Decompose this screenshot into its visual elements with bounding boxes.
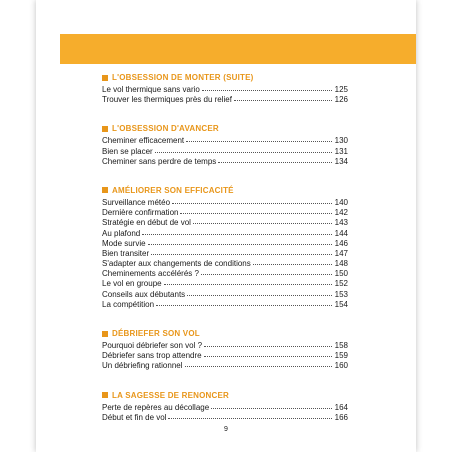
toc-entry[interactable] xyxy=(102,218,348,228)
dot-leader xyxy=(156,305,332,306)
dot-leader xyxy=(253,264,332,265)
entry-page: 152 xyxy=(334,279,348,289)
entry-page: 159 xyxy=(334,351,348,361)
dot-leader xyxy=(204,356,332,357)
dot-leader xyxy=(148,244,332,245)
entry-page: 154 xyxy=(334,299,348,309)
dot-leader xyxy=(185,366,333,367)
entry-label: Au plafond xyxy=(102,228,141,238)
entry-page: 164 xyxy=(334,402,348,412)
entry-label: La compétition xyxy=(102,299,155,309)
entry-page: 153 xyxy=(334,289,348,299)
dot-leader xyxy=(186,141,332,142)
entry-page: 131 xyxy=(334,146,348,156)
toc-entry[interactable] xyxy=(102,157,348,167)
toc-section xyxy=(102,72,348,105)
section-title: AMÉLIORER SON EFFICACITÉ xyxy=(102,185,348,196)
toc-entry[interactable] xyxy=(102,208,348,218)
dot-leader xyxy=(151,254,332,255)
toc-entry[interactable] xyxy=(102,403,348,413)
header-banner xyxy=(60,34,416,64)
entry-page: 134 xyxy=(334,156,348,166)
toc-section xyxy=(102,185,348,310)
entry-page: 146 xyxy=(334,238,348,248)
entry-label: Dernière confirmation xyxy=(102,208,179,218)
toc-entry[interactable] xyxy=(102,290,348,300)
table-of-contents xyxy=(102,72,348,441)
dot-leader xyxy=(211,408,332,409)
entry-page: 160 xyxy=(334,361,348,371)
toc-entry[interactable] xyxy=(102,259,348,269)
entry-label: Début et fin de vol xyxy=(102,412,167,422)
entry-label: Débriefer sans trop attendre xyxy=(102,351,202,361)
entry-label: Cheminer efficacement xyxy=(102,136,185,146)
dot-leader xyxy=(218,162,332,163)
dot-leader xyxy=(164,284,332,285)
entry-label: Le vol en groupe xyxy=(102,279,162,289)
toc-entry[interactable] xyxy=(102,147,348,157)
toc-entry[interactable] xyxy=(102,279,348,289)
section-title: DÉBRIEFER SON VOL xyxy=(102,328,348,339)
toc-entry[interactable] xyxy=(102,361,348,371)
entry-label: Bien se placer xyxy=(102,146,153,156)
entry-page: 130 xyxy=(334,136,348,146)
entry-page: 140 xyxy=(334,197,348,207)
toc-section xyxy=(102,390,348,423)
square-bullet-icon xyxy=(102,187,108,193)
entry-label: Stratégie en début de vol xyxy=(102,218,191,228)
entry-label: Trouver les thermiques près du relief xyxy=(102,95,232,105)
entry-page: 126 xyxy=(334,95,348,105)
toc-entry[interactable] xyxy=(102,95,348,105)
entry-label: Cheminer sans perdre de temps xyxy=(102,156,217,166)
square-bullet-icon xyxy=(102,331,108,337)
toc-entry[interactable] xyxy=(102,413,348,423)
dot-leader xyxy=(168,418,332,419)
entry-label: Le vol thermique sans vario xyxy=(102,85,200,94)
toc-entry[interactable] xyxy=(102,269,348,279)
entry-page: 142 xyxy=(334,208,348,218)
entry-page: 150 xyxy=(334,269,348,279)
entry-label: Pourquoi débriefer son vol ? xyxy=(102,341,203,350)
square-bullet-icon xyxy=(102,126,108,132)
toc-entry[interactable] xyxy=(102,239,348,249)
section-title: L'OBSESSION D'AVANCER xyxy=(102,123,348,134)
entry-page: 144 xyxy=(334,228,348,238)
section-title: LA SAGESSE DE RENONCER xyxy=(102,390,348,401)
dot-leader xyxy=(193,223,332,224)
entry-page: 158 xyxy=(334,341,348,350)
toc-section xyxy=(102,328,348,372)
dot-leader xyxy=(180,213,332,214)
dot-leader xyxy=(155,152,332,153)
entry-label: Perte de repères au décollage xyxy=(102,402,210,412)
toc-entry[interactable] xyxy=(102,300,348,310)
entry-page: 143 xyxy=(334,218,348,228)
entry-label: Surveillance météo xyxy=(102,197,171,207)
entry-label: Mode survie xyxy=(102,238,146,248)
entry-label: Un débriefing rationnel xyxy=(102,361,183,371)
square-bullet-icon xyxy=(102,75,108,81)
dot-leader xyxy=(201,274,332,275)
entry-label: Bien transiter xyxy=(102,248,150,258)
square-bullet-icon xyxy=(102,392,108,398)
entry-page: 147 xyxy=(334,248,348,258)
entry-page: 166 xyxy=(334,412,348,422)
toc-entry[interactable] xyxy=(102,229,348,239)
dot-leader xyxy=(204,346,332,347)
toc-section xyxy=(102,123,348,167)
dot-leader xyxy=(202,90,332,91)
dot-leader xyxy=(234,100,332,101)
toc-entry[interactable] xyxy=(102,341,348,351)
dot-leader xyxy=(172,203,332,204)
toc-entry[interactable] xyxy=(102,198,348,208)
entry-page: 125 xyxy=(334,85,348,94)
dot-leader xyxy=(187,295,332,296)
entry-label: Conseils aux débutants xyxy=(102,289,186,299)
entry-label: Cheminements accélérés ? xyxy=(102,269,199,279)
toc-entry[interactable] xyxy=(102,85,348,95)
toc-entry[interactable] xyxy=(102,136,348,146)
toc-entry[interactable] xyxy=(102,351,348,361)
dot-leader xyxy=(142,234,332,235)
entry-page: 148 xyxy=(334,259,348,269)
section-title: L'OBSESSION DE MONTER (SUITE) xyxy=(102,72,348,83)
entry-label: S'adapter aux changements de conditions xyxy=(102,259,251,269)
page-number: 9 xyxy=(224,426,228,433)
toc-entry[interactable] xyxy=(102,249,348,259)
